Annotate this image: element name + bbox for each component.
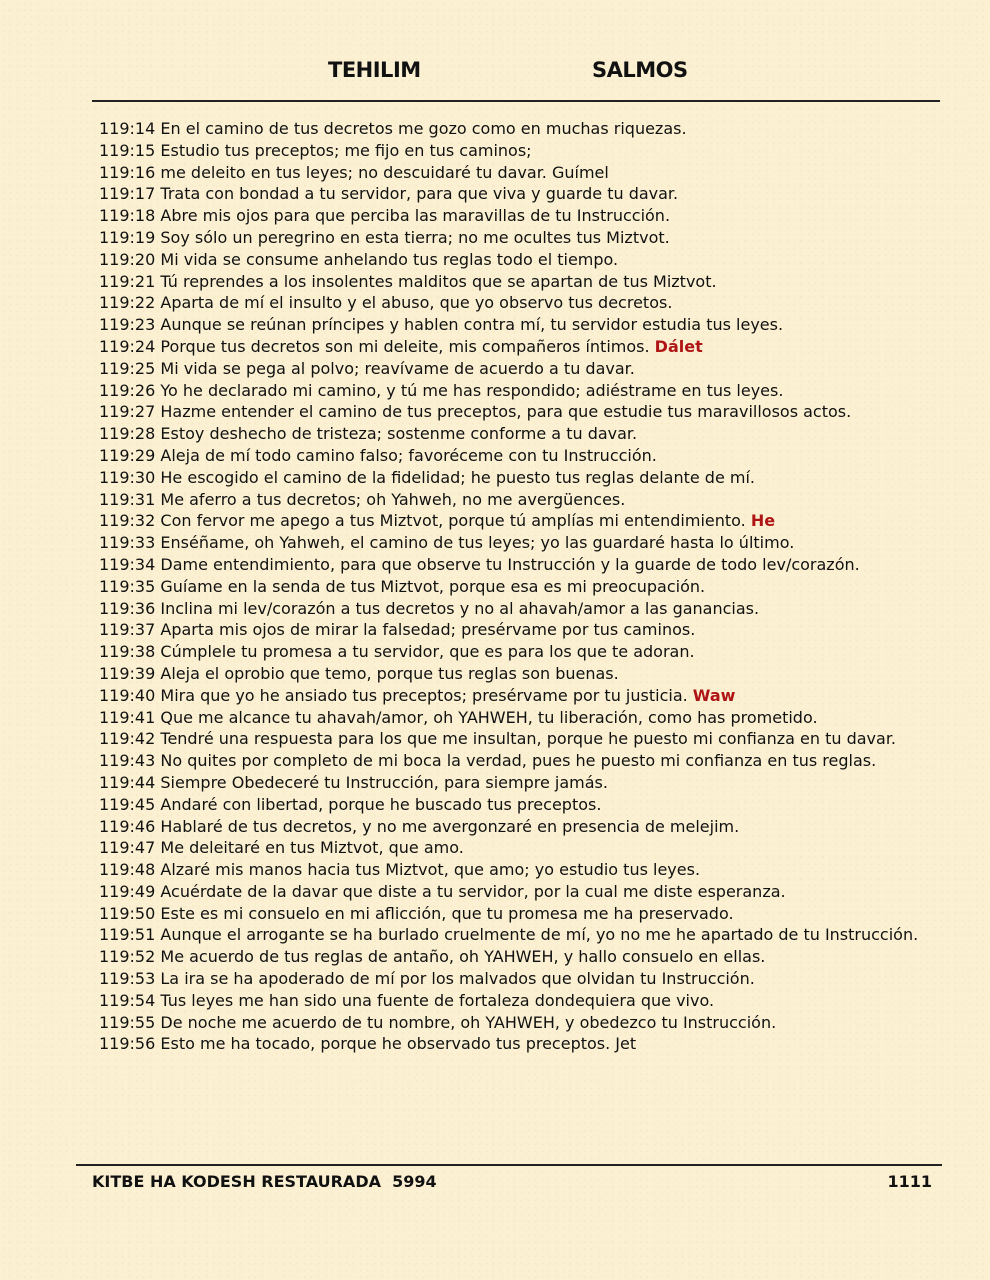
verse [99,227,931,249]
verse [99,903,931,925]
verse-text: Porque tus decretos son mi deleite, mis compañeros íntimos. [160,336,650,356]
verse-ref: 119:27 [99,402,156,422]
verse-ref: 119:31 [99,489,156,509]
verse [99,140,931,162]
verse-text: Me aferro a tus decretos; oh Yahweh, no me avergüences. [160,489,626,509]
verse-ref: 119:39 [99,663,156,683]
verse-text: En el camino de tus decretos me gozo como en muchas riquezas. [160,119,687,138]
verse-text: Estudio tus preceptos; me fijo en tus caminos; [160,140,532,160]
verse-text: Con fervor me apego a tus Miztvot, porque tú amplías mi entendimiento. [160,511,746,531]
verse [99,816,931,838]
verse [99,467,931,489]
verse-ref: 119:47 [99,838,156,858]
verse-ref: 119:16 [99,162,156,182]
verse-text: Estoy deshecho de tristeza; sostenme conforme a tu davar. [160,424,638,444]
verse-ref: 119:38 [99,642,156,662]
header-right-title: SALMOS [592,58,688,82]
verse-ref: 119:46 [99,816,156,836]
verse-ref: 119:26 [99,380,156,400]
verse-ref: 119:21 [99,271,156,291]
verse-text: Este es mi consuelo en mi aflicción, que tu promesa me ha preservado. [160,903,734,923]
verse-text: Hazme entender el camino de tus preceptos, para que estudie tus maravillosos actos. [160,402,852,422]
verse [99,837,931,859]
verse-text: Hablaré de tus decretos, y no me avergonzaré en presencia de melejim. [160,816,740,836]
verse-text: Siempre Obedeceré tu Instrucción, para siempre jamás. [160,772,608,792]
verse [99,510,931,532]
verse-ref: 119:51 [99,925,156,945]
verse [99,946,931,968]
verse-ref: 119:35 [99,576,156,596]
verse-ref: 119:23 [99,315,156,335]
verse-ref: 119:52 [99,947,156,967]
verse-ref: 119:34 [99,554,156,574]
verse-text: Esto me ha tocado, porque he observado tus preceptos. Jet [160,1034,637,1054]
verse-ref: 119:22 [99,293,156,313]
verse-text: De noche me acuerdo de tu nombre, oh YAHWEH, y obedezco tu Instrucción. [160,1012,777,1032]
verse-ref: 119:42 [99,729,156,749]
verse-text: Alzaré mis manos hacia tus Miztvot, que amo; yo estudio tus leyes. [160,860,701,880]
verse-ref: 119:14 [99,119,156,138]
section-letter-marker: Dálet [654,336,703,356]
verse-ref: 119:40 [99,685,156,705]
verse [99,532,931,554]
verse [99,183,931,205]
verse [99,598,931,620]
verse-text: Guíame en la senda de tus Miztvot, porque esa es mi preocupación. [160,576,706,596]
verse [99,380,931,402]
verse-text: Aunque el arrogante se ha burlado cruelmente de mí, yo no me he apartado de tu Instrucción. [160,925,919,945]
page-header [0,58,990,90]
verse-text: Tú reprendes a los insolentes malditos que se apartan de tus Miztvot. [160,271,717,291]
verse-ref: 119:53 [99,969,156,989]
verse-text: Me acuerdo de tus reglas de antaño, oh YAHWEH, y hallo consuelo en ellas. [160,947,766,967]
verse-text: Abre mis ojos para que perciba las maravillas de tu Instrucción. [160,206,671,226]
verse-text: La ira se ha apoderado de mí por los malvados que olvidan tu Instrucción. [160,969,755,989]
verse [99,794,931,816]
verse-ref: 119:43 [99,751,156,771]
verse-ref: 119:32 [99,511,156,531]
verse [99,641,931,663]
verse-text: Inclina mi lev/corazón a tus decretos y no al ahavah/amor a las ganancias. [160,598,760,618]
verse-text: Mi vida se pega al polvo; reavívame de acuerdo a tu davar. [160,358,635,378]
verse [99,728,931,750]
header-rule [92,100,940,102]
verse [99,859,931,881]
verse-text: Acuérdate de la davar que diste a tu servidor, por la cual me diste esperanza. [160,881,786,901]
verse [99,118,931,140]
verse-ref: 119:25 [99,358,156,378]
verse [99,772,931,794]
verse-text: Tendré una respuesta para los que me insultan, porque he puesto mi confianza en tu davar. [160,729,897,749]
verse-ref: 119:48 [99,860,156,880]
verse-ref: 119:29 [99,445,156,465]
verse-text: Aunque se reúnan príncipes y hablen contra mí, tu servidor estudia tus leyes. [160,315,784,335]
verse [99,881,931,903]
verse [99,750,931,772]
verse [99,314,931,336]
verse-text: Mira que yo he ansiado tus preceptos; presérvame por tu justicia. [160,685,688,705]
verse-ref: 119:49 [99,881,156,901]
verse [99,1012,931,1034]
section-letter-marker: Waw [692,685,736,705]
verse-ref: 119:24 [99,336,156,356]
verse-text: Mi vida se consume anhelando tus reglas todo el tiempo. [160,249,619,269]
verse-ref: 119:56 [99,1034,156,1054]
verse [99,619,931,641]
verse-text: Trata con bondad a tu servidor, para que viva y guarde tu davar. [160,184,679,204]
verse-ref: 119:33 [99,533,156,553]
verse-ref: 119:37 [99,620,156,640]
page-number: 1111 [887,1172,932,1191]
verse-ref: 119:20 [99,249,156,269]
verse-text: me deleito en tus leyes; no descuidaré tu davar. Guímel [160,162,609,182]
verse-ref: 119:44 [99,772,156,792]
verse [99,271,931,293]
verse [99,707,931,729]
verse [99,423,931,445]
verse-text: Me deleitaré en tus Miztvot, que amo. [160,838,464,858]
verse [99,489,931,511]
verse-ref: 119:55 [99,1012,156,1032]
verse-text: He escogido el camino de la fidelidad; he puesto tus reglas delante de mí. [160,467,755,487]
verse-text: Aleja el oprobio que temo, porque tus reglas son buenas. [160,663,619,683]
verse-text: Aparta mis ojos de mirar la falsedad; presérvame por tus caminos. [160,620,696,640]
verse [99,968,931,990]
verse [99,445,931,467]
verse [99,205,931,227]
page-footer [92,1172,932,1196]
verse [99,358,931,380]
verse-ref: 119:45 [99,794,156,814]
verse [99,401,931,423]
verse [99,336,931,358]
verse-ref: 119:36 [99,598,156,618]
verse-ref: 119:41 [99,707,156,727]
footer-book-title: KITBE HA KODESH RESTAURADA 5994 [92,1172,437,1191]
verse-text: Que me alcance tu ahavah/amor, oh YAHWEH, tu liberación, como has prometido. [160,707,818,727]
verse-text: Aparta de mí el insulto y el abuso, que yo observo tus decretos. [160,293,673,313]
footer-rule [76,1164,942,1166]
header-left-title: TEHILIM [328,58,421,82]
verse-text: Andaré con libertad, porque he buscado tus preceptos. [160,794,602,814]
verse-text: Soy sólo un peregrino en esta tierra; no me ocultes tus Miztvot. [160,227,670,247]
verse [99,292,931,314]
verse-ref: 119:19 [99,227,156,247]
verse-text: No quites por completo de mi boca la verdad, pues he puesto mi confianza en tus reglas. [160,751,877,771]
verse [99,249,931,271]
verse-ref: 119:28 [99,424,156,444]
verse-text: Cúmplele tu promesa a tu servidor, que es para los que te adoran. [160,642,695,662]
verse [99,663,931,685]
verse [99,990,931,1012]
verse-text: Aleja de mí todo camino falso; favoréceme con tu Instrucción. [160,445,657,465]
verse-text: Dame entendimiento, para que observe tu Instrucción y la guarde de todo lev/corazón. [160,554,860,574]
verse [99,685,931,707]
verse-ref: 119:18 [99,206,156,226]
verse-text: Enséñame, oh Yahweh, el camino de tus leyes; yo las guardaré hasta lo último. [160,533,795,553]
verse-text: Yo he declarado mi camino, y tú me has respondido; adiéstrame en tus leyes. [160,380,784,400]
verse [99,554,931,576]
verse [99,1033,931,1055]
verse-list [99,118,931,1055]
verse [99,924,931,946]
section-letter-marker: He [750,511,776,531]
verse [99,576,931,598]
verse-ref: 119:17 [99,184,156,204]
verse-ref: 119:15 [99,140,156,160]
verse-text: Tus leyes me han sido una fuente de fortaleza dondequiera que vivo. [160,990,715,1010]
verse-ref: 119:54 [99,990,156,1010]
verse-ref: 119:30 [99,467,156,487]
verse [99,162,931,184]
verse-ref: 119:50 [99,903,156,923]
